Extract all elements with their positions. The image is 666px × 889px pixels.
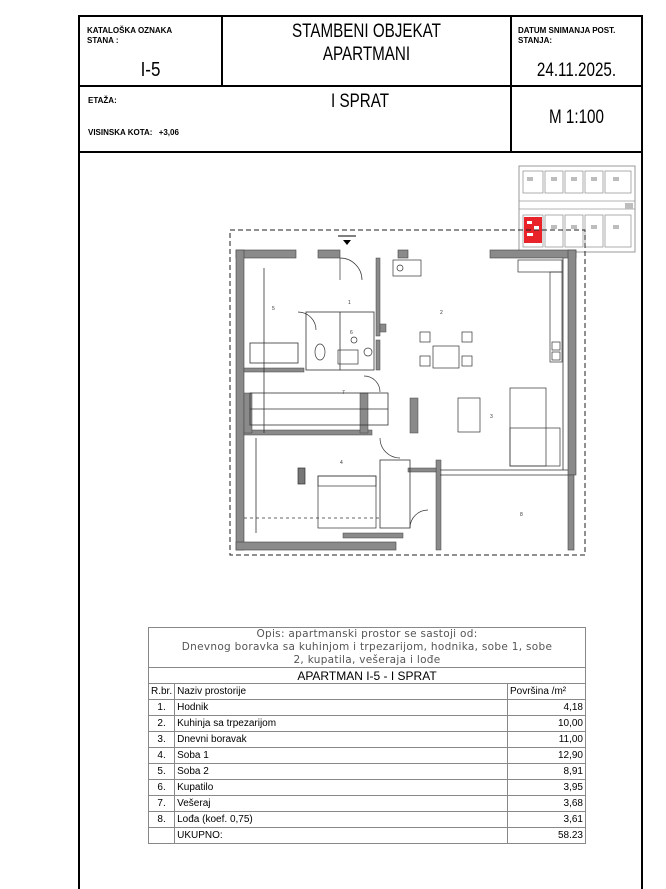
catalog-cell bbox=[80, 17, 223, 85]
table-row bbox=[149, 748, 586, 764]
total-row bbox=[149, 828, 586, 844]
bathroom-fixtures bbox=[315, 337, 372, 364]
description bbox=[149, 628, 586, 668]
room-area: 4,18 bbox=[508, 700, 586, 716]
scale-value: M 1:100 bbox=[549, 107, 604, 128]
floor-plan bbox=[228, 228, 588, 573]
survey-cell bbox=[512, 17, 641, 85]
room-number-3: 3 bbox=[490, 414, 493, 420]
room-area: 12,90 bbox=[508, 748, 586, 764]
room-area: 11,00 bbox=[508, 732, 586, 748]
room-number-6: 6 bbox=[350, 330, 353, 336]
object-subtitle: APARTMANI bbox=[322, 44, 411, 65]
room-num: 2. bbox=[149, 716, 175, 732]
entrance-marker bbox=[343, 240, 351, 245]
object-cell bbox=[223, 17, 512, 85]
room-name: Soba 2 bbox=[175, 764, 508, 780]
room-number-1: 1 bbox=[348, 300, 351, 306]
header-row-1 bbox=[80, 15, 641, 85]
header-row-2 bbox=[80, 85, 641, 153]
elevation bbox=[88, 128, 179, 138]
table-row bbox=[149, 716, 586, 732]
room-number-4: 4 bbox=[340, 460, 343, 466]
room-name: Lođa (koef. 0,75) bbox=[175, 812, 508, 828]
room-area: 3,68 bbox=[508, 796, 586, 812]
table-title: APARTMAN I-5 - I SPRAT bbox=[149, 668, 586, 684]
scale-cell bbox=[512, 87, 641, 151]
col-name-header: Naziv prostorije bbox=[175, 684, 508, 700]
total-value: 58.23 bbox=[508, 828, 586, 844]
survey-date: 24.11.2025. bbox=[536, 60, 617, 81]
floor-cell bbox=[80, 87, 512, 151]
table-row bbox=[149, 780, 586, 796]
room-rows bbox=[149, 700, 586, 828]
col-area-header: Površina /m² bbox=[508, 684, 586, 700]
floor-name: I SPRAT bbox=[331, 91, 389, 112]
room-num: 5. bbox=[149, 764, 175, 780]
room-name: Kupatilo bbox=[175, 780, 508, 796]
catalog-label-2: STANA : bbox=[87, 36, 119, 45]
col-num-header: R.br. bbox=[149, 684, 175, 700]
room-num: 1. bbox=[149, 700, 175, 716]
unit-code: I-5 bbox=[140, 59, 161, 81]
room-number-8: 8 bbox=[520, 512, 523, 518]
table-row bbox=[149, 732, 586, 748]
survey-label-2: STANJA: bbox=[518, 36, 553, 45]
description-line-2: Dnevnog boravka sa kuhinjom i trpezarijom, hodnika, sobe 1, sobe bbox=[181, 641, 553, 653]
sofa bbox=[458, 388, 560, 466]
table-row bbox=[149, 796, 586, 812]
description-line-1: Opis: apartmanski prostor se sastoji od: bbox=[256, 628, 478, 640]
elevation-value: +3,06 bbox=[158, 128, 179, 137]
room-number-7: 7 bbox=[342, 390, 345, 396]
room-num: 4. bbox=[149, 748, 175, 764]
survey-label: DATUM SNIMANJA POST. bbox=[518, 26, 616, 35]
room-number-5: 5 bbox=[272, 306, 275, 312]
table-row bbox=[149, 764, 586, 780]
room-area: 8,91 bbox=[508, 764, 586, 780]
dining-table bbox=[420, 332, 472, 368]
description-line-3: 2, kupatila, vešeraja i lođe bbox=[293, 654, 441, 666]
catalog-label: KATALOŠKA OZNAKA bbox=[87, 26, 173, 35]
table-row bbox=[149, 700, 586, 716]
room-name: Hodnik bbox=[175, 700, 508, 716]
room-name: Soba 1 bbox=[175, 748, 508, 764]
room-area: 3,61 bbox=[508, 812, 586, 828]
room-table bbox=[148, 627, 586, 844]
room-area: 10,00 bbox=[508, 716, 586, 732]
bed bbox=[298, 468, 376, 528]
room-number-2: 2 bbox=[440, 310, 443, 316]
table-header-row bbox=[149, 684, 586, 700]
elevation-label: VISINSKA KOTA: bbox=[88, 128, 153, 137]
room-name: Vešeraj bbox=[175, 796, 508, 812]
floor-label: ETAŽA: bbox=[88, 96, 117, 105]
room-name: Kuhinja sa trpezarijom bbox=[175, 716, 508, 732]
room-num: 3. bbox=[149, 732, 175, 748]
room-num: 8. bbox=[149, 812, 175, 828]
room-num: 7. bbox=[149, 796, 175, 812]
object-title: STAMBENI OBJEKAT bbox=[292, 21, 441, 42]
room-num: 6. bbox=[149, 780, 175, 796]
room-name: Dnevni boravak bbox=[175, 732, 508, 748]
room-area: 3,95 bbox=[508, 780, 586, 796]
table-row bbox=[149, 812, 586, 828]
total-label: UKUPNO: bbox=[175, 828, 508, 844]
